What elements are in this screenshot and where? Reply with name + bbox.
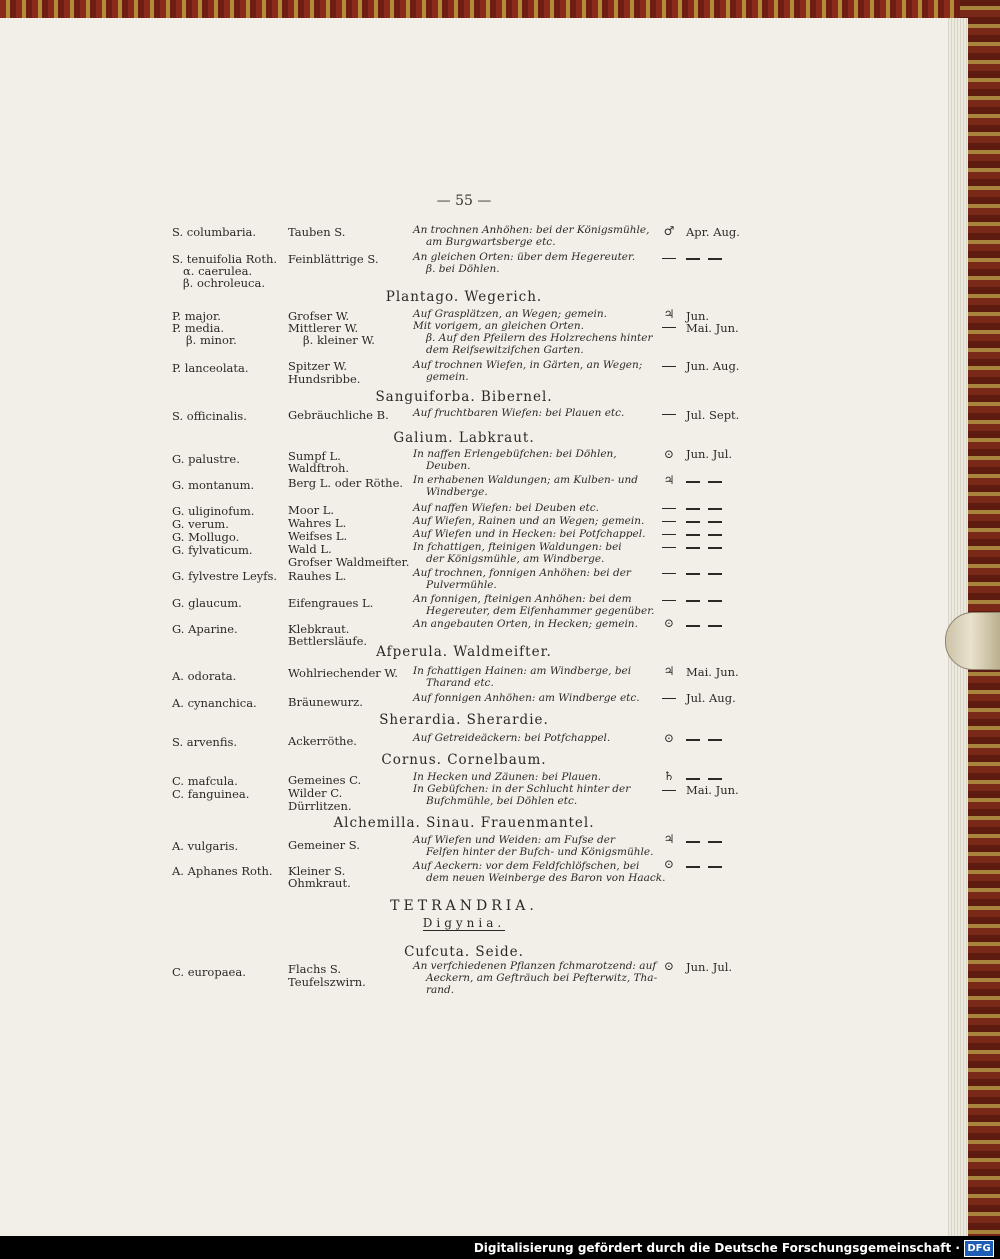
duration-symbol: ♂ [663, 224, 675, 238]
german-name: Gebräuchliche B. [288, 408, 389, 422]
latin-name: G. verum. [172, 517, 229, 531]
habitat-line: Auf Wiefen, Rainen und an Wegen; gemein. [413, 515, 645, 527]
habitat-line: Auf Wiefen und Weiden: am Fufse der [413, 834, 615, 846]
latin-name: S. officinalis. [172, 409, 247, 423]
flowering-time: Apr. Aug. [686, 225, 740, 239]
duration-symbol: ⊙ [663, 857, 675, 871]
habitat-line: Auf trochnen Wiefen, in Gärten, an Wegen; [413, 359, 643, 371]
ditto-mark [686, 594, 730, 606]
genus-heading: Sanguiforba. Bibernel. [375, 389, 553, 405]
latin-variety: β. ochroleuca. [183, 276, 265, 290]
duration-symbol: ⊙ [663, 447, 675, 461]
habitat-line: An verfchiedenen Pflanzen fchmarotzend: auf [413, 960, 657, 972]
duration-symbol: ⊙ [663, 731, 675, 745]
habitat-line: An angebauten Orten, in Hecken; gemein. [413, 618, 638, 630]
class-title: TETRANDRIA. [390, 898, 538, 914]
flowering-time: Jun. Jul. [686, 447, 733, 461]
habitat-line: In erhabenen Waldungen; am Kulben- und [413, 474, 638, 486]
habitat-line: β. bei Döhlen. [426, 263, 500, 275]
habitat-line: Deuben. [426, 460, 471, 472]
habitat-line: Auf fonnigen Anhöhen: am Windberge etc. [413, 692, 640, 704]
german-name: Berg L. oder Röthe. [288, 476, 404, 490]
duration-symbol: ♃ [663, 832, 675, 846]
ditto-mark [662, 567, 676, 579]
duration-symbol: ♃ [663, 473, 675, 487]
german-common-name: Hundsribbe. [288, 372, 361, 386]
ditto-mark [686, 475, 730, 487]
flowering-time: Jul. Sept. [686, 408, 740, 422]
ditto-mark [686, 567, 730, 579]
habitat-line: In fchattigen Hainen: am Windberge, bei [413, 665, 632, 677]
latin-variety: α. caerulea. [183, 264, 253, 278]
german-name: Gemeiner S. [288, 838, 360, 852]
latin-name: C. fanguinea. [172, 787, 250, 801]
ditto-mark [686, 619, 730, 631]
habitat-line: Aeckern, am Gefträuch bei Pefterwitz, Tha- [426, 972, 658, 984]
german-name: Weifses L. [288, 529, 348, 543]
habitat-line: An fonnigen, fteinigen Anhöhen: bei dem [413, 593, 632, 605]
genus-heading: Sherardia. Sherardie. [379, 712, 549, 728]
habitat-line: Auf Wiefen und in Hecken: bei Potfchappel. [413, 528, 646, 540]
german-name: Gemeines C. [288, 773, 362, 787]
flowering-time: Jun. Aug. [686, 359, 740, 373]
ditto-mark [662, 515, 676, 527]
latin-name: G. Mollugo. [172, 530, 240, 544]
latin-name: A. vulgaris. [172, 839, 239, 853]
habitat-line: Bufchmühle, bei Döhlen etc. [426, 795, 578, 807]
dfg-logo[interactable]: DFG [964, 1240, 994, 1257]
habitat-line: Pulvermühle. [426, 579, 497, 591]
habitat-line: gemein. [426, 371, 469, 383]
latin-name: G. fylvestre Leyfs. [172, 569, 278, 583]
genus-heading: Alchemilla. Sinau. Frauenmantel. [333, 815, 595, 831]
latin-variety: β. minor. [186, 333, 237, 347]
genus-heading: Plantago. Wegerich. [385, 289, 543, 305]
german-name: Rauhes L. [288, 569, 347, 583]
german-name: Wald L. [288, 542, 332, 556]
latin-name: A. Aphanes Roth. [172, 864, 273, 878]
habitat-line: Auf fruchtbaren Wiefen: bei Plauen etc. [413, 407, 625, 419]
german-variety: β. kleiner W. [303, 333, 375, 347]
habitat-line: In Hecken und Zäunen: bei Plauen. [413, 771, 602, 783]
habitat-line: dem Reifsewitzifchen Garten. [426, 344, 584, 356]
ditto-mark [662, 692, 676, 704]
latin-name: C. mafcula. [172, 774, 238, 788]
thumb-holding-page [945, 612, 1000, 670]
german-name: Kleiner S. [288, 864, 346, 878]
german-name: Bräunewurz. [288, 695, 363, 709]
habitat-line: Windberge. [426, 486, 488, 498]
flowering-time: Jun. Jul. [686, 960, 733, 974]
duration-symbol: ♃ [663, 307, 675, 321]
habitat-line: In naffen Erlengebüfchen: bei Döhlen, [413, 448, 617, 460]
habitat-line: β. Auf den Pfeilern des Holzrechens hinter [426, 332, 653, 344]
german-name: Feinblättrige S. [288, 252, 379, 266]
ditto-mark [662, 502, 676, 514]
ditto-mark [662, 408, 676, 420]
habitat-line: rand. [426, 984, 455, 996]
ditto-mark [662, 360, 676, 372]
german-name: Flachs S. [288, 962, 342, 976]
german-name: Tauben S. [288, 225, 346, 239]
ditto-mark [662, 784, 676, 796]
flowering-time: Mai. Jun. [686, 665, 739, 679]
habitat-line: Tharand etc. [426, 677, 494, 689]
page-number: — 55 — [436, 193, 492, 209]
german-name: Eifengraues L. [288, 596, 374, 610]
german-common-name: Dürrlitzen. [288, 799, 352, 813]
latin-name: A. cynanchica. [172, 696, 257, 710]
ditto-mark [686, 860, 730, 872]
german-name: Sumpf L. [288, 449, 341, 463]
latin-name: S. tenuifolia Roth. [172, 252, 278, 266]
order-title-text: Digynia. [422, 916, 506, 930]
duration-symbol: ♄ [663, 769, 675, 783]
ditto-mark [662, 594, 676, 606]
habitat-line: am Burgwartsberge etc. [426, 236, 556, 248]
german-common-name: Bettlersläufe. [288, 634, 368, 648]
german-common-name: Grofser Waldmeifter. [288, 555, 410, 569]
latin-name: C. europaea. [172, 965, 246, 979]
flowering-time: Jun. [686, 309, 710, 323]
ditto-mark [686, 528, 730, 540]
latin-name: P. lanceolata. [172, 361, 249, 375]
ditto-mark [686, 835, 730, 847]
habitat-line: In fchattigen, fteinigen Waldungen: bei [413, 541, 622, 553]
german-common-name: Ohmkraut. [288, 876, 351, 890]
flowering-time: Jul. Aug. [686, 691, 736, 705]
flowering-time: Mai. Jun. [686, 783, 739, 797]
ditto-mark [662, 528, 676, 540]
habitat-line: Mit vorigem, an gleichen Orten. [413, 320, 584, 332]
german-name: Spitzer W. [288, 359, 348, 373]
habitat-line: der Königsmühle, am Windberge. [426, 553, 605, 565]
ditto-mark [686, 252, 730, 264]
german-name: Wilder C. [288, 786, 343, 800]
genus-heading: Cufcuta. Seide. [404, 944, 524, 960]
genus-heading: Cornus. Cornelbaum. [381, 752, 547, 768]
german-name: Moor L. [288, 503, 335, 517]
flowering-time: Mai. Jun. [686, 321, 739, 335]
habitat-line: Auf Getreideäckern: bei Potfchappel. [413, 732, 611, 744]
habitat-line: Auf trochnen, fonnigen Anhöhen: bei der [413, 567, 631, 579]
duration-symbol: ⊙ [663, 959, 675, 973]
genus-heading: Afperula. Waldmeifter. [376, 644, 552, 660]
ditto-mark [686, 733, 730, 745]
latin-name: G. montanum. [172, 478, 255, 492]
genus-heading: Galium. Labkraut. [393, 430, 535, 446]
latin-name: G. uliginofum. [172, 504, 255, 518]
german-name: Ackerröthe. [288, 734, 357, 748]
habitat-line: Auf naffen Wiefen: bei Deuben etc. [413, 502, 599, 514]
german-name: Mittlerer W. [288, 321, 359, 335]
latin-name: P. media. [172, 321, 224, 335]
habitat-line: Hegereuter, dem Eifenhammer gegenüber. [426, 605, 655, 617]
order-title [0, 916, 928, 930]
ditto-mark [686, 515, 730, 527]
duration-symbol: ♃ [663, 664, 675, 678]
ditto-mark [662, 321, 676, 333]
latin-name: S. arvenfis. [172, 735, 238, 749]
habitat-line: dem neuen Weinberge des Baron von Haack. [426, 872, 666, 884]
german-common-name: Waldftroh. [288, 461, 350, 475]
latin-name: G. fylvaticum. [172, 543, 253, 557]
ditto-mark [686, 541, 730, 553]
ditto-mark [686, 502, 730, 514]
german-common-name: Teufelszwirn. [288, 975, 366, 989]
habitat-line: An trochnen Anhöhen: bei der Königsmühle, [413, 224, 650, 236]
ditto-mark [662, 252, 676, 264]
duration-symbol: ⊙ [663, 616, 675, 630]
habitat-line: An gleichen Orten: über dem Hegereuter. [413, 251, 636, 263]
german-name: Klebkraut. [288, 622, 350, 636]
latin-name: G. glaucum. [172, 596, 242, 610]
latin-name: A. odorata. [172, 669, 237, 683]
latin-name: G. palustre. [172, 452, 240, 466]
latin-name: G. Aparine. [172, 622, 238, 636]
german-name: Wohlriechender W. [288, 666, 398, 680]
footer-credit: Digitalisierung gefördert durch die Deutsche Forschungsgemeinschaft · [473, 1241, 960, 1255]
german-name: Wahres L. [288, 516, 347, 530]
habitat-line: Auf Aeckern: vor dem Feldfchlöfschen, bei [413, 860, 640, 872]
german-name: Grofser W. [288, 309, 350, 323]
habitat-line: In Gebüfchen: in der Schlucht hinter der [413, 783, 631, 795]
habitat-line: Felfen hinter der Bufch- und Königsmühle. [426, 846, 654, 858]
latin-name: P. major. [172, 309, 221, 323]
ditto-mark [662, 541, 676, 553]
habitat-line: Auf Grasplätzen, an Wegen; gemein. [413, 308, 608, 320]
latin-name: S. columbaria. [172, 225, 257, 239]
